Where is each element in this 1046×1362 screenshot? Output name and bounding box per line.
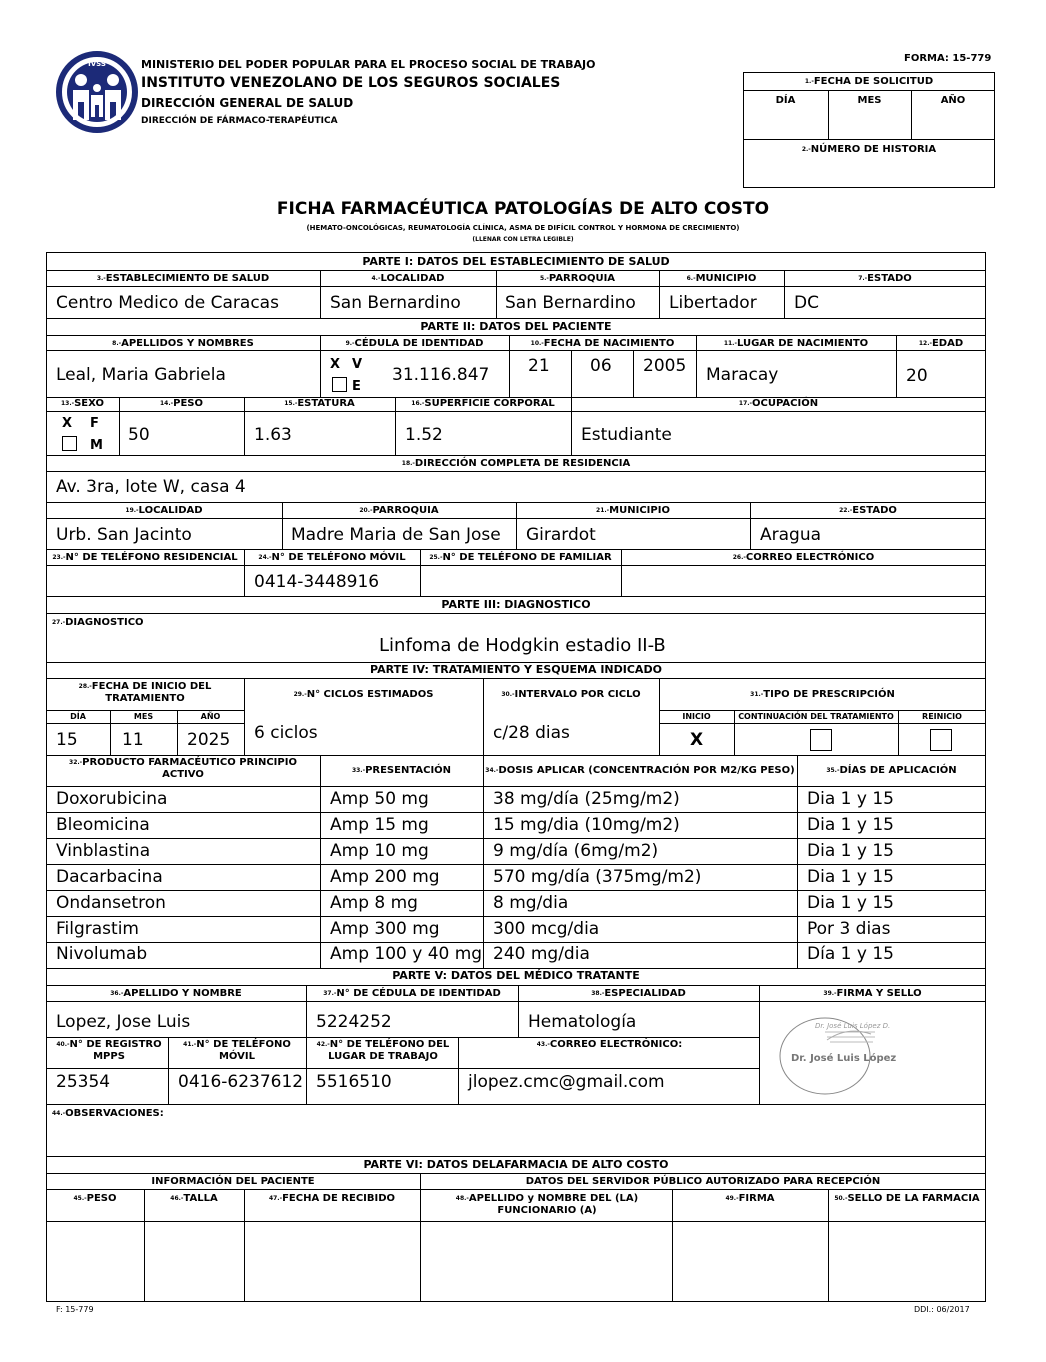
label-municipality: $^{6.-}$MUNICIPIO [686, 273, 757, 284]
height-value: 1.63 [254, 425, 292, 445]
inicio-mark: X [690, 730, 704, 750]
product-presentation: Amp 50 mg [330, 789, 429, 809]
body-surface-value: 1.52 [405, 425, 443, 445]
label-pharmacy-stamp: $^{50.-}$SELLO DE LA FARMACIA [834, 1193, 980, 1204]
product-name: Filgrastim [56, 919, 139, 939]
label-establishment: $^{3.-}$ESTABLECIMIENTO DE SALUD [96, 273, 270, 284]
doctor-id-value: 5224252 [316, 1012, 392, 1032]
svg-text:Dr. José Luis López D.: Dr. José Luis López D. [815, 1022, 891, 1030]
product-dose: 38 mg/día (25mg/m2) [493, 789, 680, 809]
product-days: Por 3 dias [807, 919, 891, 939]
label-email: $^{26.-}$CORREO ELECTRÓNICO [732, 552, 875, 563]
product-dose: 9 mg/día (6mg/m2) [493, 841, 659, 861]
start-month-value: 11 [122, 730, 144, 750]
id-type-e-checkbox[interactable] [332, 377, 347, 392]
request-month-label: MES [857, 95, 882, 106]
label-weight: $^{14.-}$PESO [160, 398, 203, 409]
product-name: Nivolumab [56, 944, 148, 964]
ministry-name: MINISTERIO DEL PODER POPULAR PARA EL PROCESO SOCIAL DE TRABAJO [141, 58, 596, 71]
birth-month-value: 06 [590, 356, 612, 376]
doctor-stamp [775, 1010, 905, 1096]
doctor-name-value: Lopez, Jose Luis [56, 1012, 191, 1032]
label-address: $^{18.-}$DIRECCIÓN COMPLETA DE RESIDENCIA [401, 458, 631, 469]
product-name: Doxorubicina [56, 789, 168, 809]
label-res-municipality: $^{21.-}$MUNICIPIO [596, 505, 670, 516]
product-presentation: Amp 10 mg [330, 841, 429, 861]
part2-title: PARTE II: DATOS DEL PACIENTE [420, 320, 612, 333]
label-signature-stamp: $^{39.-}$FIRMA Y SELLO [823, 988, 922, 999]
product-days: Dia 1 y 15 [807, 893, 894, 913]
label-continuacion: CONTINUACIÓN DEL TRATAMIENTO [738, 712, 894, 721]
sex-m: M [90, 438, 103, 453]
continuacion-checkbox[interactable] [810, 729, 832, 751]
label-state: $^{7.-}$ESTADO [858, 273, 912, 284]
label-body-surface: $^{16.-}$SUPERFICIE CORPORAL [411, 398, 555, 409]
label-received-date: $^{47.-}$FECHA DE RECIBIDO [268, 1193, 396, 1204]
part3-title: PARTE III: DIAGNOSTICO [441, 598, 591, 611]
cycles-value: 6 ciclos [254, 723, 318, 743]
sex-m-checkbox[interactable] [62, 436, 77, 451]
label-interval: $^{30.-}$INTERVALO POR CICLO [501, 689, 641, 700]
product-days: Día 1 y 15 [807, 944, 894, 964]
product-presentation: Amp 8 mg [330, 893, 418, 913]
request-day-label: DÍA [775, 95, 796, 106]
product-dose: 240 mg/dia [493, 944, 590, 964]
label-parish: $^{5.-}$PARROQUIA [539, 273, 616, 284]
birthplace-value: Maracay [706, 365, 779, 385]
sex-f: F [90, 416, 99, 431]
label-product: $^{32.-}$PRODUCTO FARMACÉUTICO PRINCIPIO ACTIVO [69, 757, 297, 780]
label-reinicio: REINICIO [922, 712, 962, 721]
label-dose: $^{34.-}$DOSIS APLICAR (CONCENTRACIÓN POR M2/KG PESO) [485, 765, 795, 776]
specialty-value: Hematología [528, 1012, 637, 1032]
weight-value: 50 [128, 425, 150, 445]
label-home-phone: $^{23.-}$N° DE TELÉFONO RESIDENCIAL [52, 552, 238, 563]
label-registry: $^{40.-}$N° DE REGISTRO MPPS [56, 1039, 162, 1062]
label-application-days: $^{35.-}$DÍAS DE APLICACIÓN [826, 765, 957, 776]
label-patient-info: INFORMACIÓN DEL PACIENTE [151, 1176, 315, 1187]
start-year-value: 2025 [187, 730, 231, 750]
label-birthplace: $^{11.-}$LUGAR DE NACIMIENTO [723, 338, 869, 349]
address-value: Av. 3ra, lote W, casa 4 [56, 477, 246, 497]
request-date-label: $^{1.-}$FECHA DE SOLICITUD [804, 76, 934, 87]
svg-text:IVSS: IVSS [88, 60, 106, 68]
part4-title: PARTE IV: TRATAMIENTO Y ESQUEMA INDICADO [370, 663, 662, 676]
start-day-value: 15 [56, 730, 78, 750]
doctor-mobile-value: 0416-6237612 [178, 1072, 304, 1092]
label-id: $^{9.-}$CÉDULA DE IDENTIDAD [345, 338, 484, 349]
res-municipality-value: Girardot [526, 525, 596, 545]
form-subtitle: (HEMATO-ONCOLÓGICAS, REUMATOLOGÍA CLÍNICA, ASMA DE DIFÍCIL CONTROL Y HORMONA DE CRECIMIENTO) [306, 224, 740, 232]
product-presentation: Amp 100 y 40 mg [330, 944, 483, 964]
footer-ddi: DDI.: 06/2017 [914, 1305, 970, 1314]
sex-mark: X [62, 416, 73, 431]
mobile-phone-value: 0414-3448916 [254, 572, 380, 592]
registry-value: 25354 [56, 1072, 111, 1092]
product-days: Dia 1 y 15 [807, 815, 894, 835]
label-res-locality: $^{19.-}$LOCALIDAD [125, 505, 203, 516]
svg-text:Dr. José Luis López: Dr. José Luis López [791, 1053, 897, 1064]
label-work-phone: $^{42.-}$N° DE TELÉFONO DEL LUGAR DE TRABAJO [316, 1039, 450, 1062]
product-dose: 570 mg/día (375mg/m2) [493, 867, 702, 887]
product-dose: 300 mcg/dia [493, 919, 600, 939]
patient-name-value: Leal, Maria Gabriela [56, 365, 226, 385]
parish-value: San Bernardino [505, 293, 636, 313]
reinicio-checkbox[interactable] [930, 729, 952, 751]
label-observations: $^{44.-}$OBSERVACIONES: [52, 1108, 164, 1119]
form-code: FORMA: 15-779 [904, 53, 992, 64]
label-server-info: DATOS DEL SERVIDOR PÚBLICO AUTORIZADO PARA RECEPCIÓN [525, 1176, 881, 1187]
label-start-day: DÍA [70, 712, 86, 721]
label-locality: $^{4.-}$LOCALIDAD [371, 273, 445, 284]
label-family-phone: $^{25.-}$N° DE TELÉFONO DE FAMILIAR [429, 552, 612, 563]
history-number-label: $^{2.-}$NÚMERO DE HISTORIA [801, 144, 937, 155]
label-diagnosis: $^{27.-}$DIAGNOSTICO [52, 617, 144, 628]
doctor-email-value: jlopez.cmc@gmail.com [468, 1072, 665, 1092]
label-doctor-email: $^{43.-}$CORREO ELECTRÓNICO: [536, 1039, 683, 1050]
label-start-date: $^{28.-}$FECHA DE INICIO DEL TRATAMIENTO [78, 681, 212, 704]
patient-id-value: 31.116.847 [392, 365, 490, 385]
label-inicio: INICIO [682, 712, 711, 721]
label-doctor-id: $^{37.-}$N° DE CÉDULA DE IDENTIDAD [323, 988, 501, 999]
product-name: Vinblastina [56, 841, 151, 861]
ivss-logo [56, 44, 138, 140]
product-presentation: Amp 15 mg [330, 815, 429, 835]
birth-day-value: 21 [528, 356, 550, 376]
subdirection-name: DIRECCIÓN DE FÁRMACO-TERAPÉUTICA [141, 116, 338, 126]
birth-year-value: 2005 [643, 356, 687, 376]
label-pharmacy-weight: $^{45.-}$PESO [73, 1193, 117, 1204]
work-phone-value: 5516510 [316, 1072, 392, 1092]
direction-name: DIRECCIÓN GENERAL DE SALUD [141, 96, 354, 110]
label-start-month: MES [133, 712, 154, 721]
res-locality-value: Urb. San Jacinto [56, 525, 192, 545]
label-res-parish: $^{20.-}$PARROQUIA [359, 505, 439, 516]
locality-value: San Bernardino [330, 293, 461, 313]
age-value: 20 [906, 366, 928, 386]
footer-form-code: F: 15-779 [56, 1305, 94, 1314]
res-state-value: Aragua [760, 525, 822, 545]
part5-title: PARTE V: DATOS DEL MÉDICO TRATANTE [392, 969, 640, 982]
label-cycles: $^{29.-}$N° CICLOS ESTIMADOS [293, 689, 434, 700]
form-title: FICHA FARMACÉUTICA PATOLOGÍAS DE ALTO COSTO [276, 199, 770, 219]
occupation-value: Estudiante [581, 425, 672, 445]
label-pharmacy-height: $^{46.-}$TALLA [170, 1193, 218, 1204]
label-start-year: AÑO [200, 712, 221, 721]
label-doctor-name: $^{36.-}$APELLIDO Y NOMBRE [110, 988, 242, 999]
part6-title: PARTE VI: DATOS DELAFARMACIA DE ALTO COSTO [363, 1158, 669, 1171]
label-officer-name: $^{48.-}$APELLIDO y NOMBRE DEL (LA) FUNCIONARIO (A) [455, 1193, 639, 1216]
label-full-name: $^{8.-}$APELLIDOS Y NOMBRES [112, 338, 254, 349]
label-res-state: $^{22.-}$ESTADO [839, 505, 897, 516]
product-days: Dia 1 y 15 [807, 867, 894, 887]
part1-title: PARTE I: DATOS DEL ESTABLECIMIENTO DE SALUD [362, 255, 670, 268]
product-presentation: Amp 300 mg [330, 919, 440, 939]
label-age: $^{12.-}$EDAD [918, 338, 964, 349]
label-officer-signature: $^{49.-}$FIRMA [725, 1193, 775, 1204]
label-doctor-mobile: $^{41.-}$N° DE TELÉFONO MÓVIL [183, 1039, 291, 1062]
product-dose: 15 mg/dia (10mg/m2) [493, 815, 680, 835]
product-presentation: Amp 200 mg [330, 867, 440, 887]
municipality-value: Libertador [669, 293, 757, 313]
state-value: DC [794, 293, 819, 313]
res-parish-value: Madre Maria de San Jose [291, 525, 501, 545]
product-name: Dacarbacina [56, 867, 163, 887]
label-presentation: $^{33.-}$PRESENTACIÓN [351, 765, 452, 776]
form-note: (LLENAR CON LETRA LEGIBLE) [472, 236, 574, 243]
label-prescription-type: $^{31.-}$TIPO DE PRESCRIPCIÓN [750, 689, 895, 700]
product-name: Bleomicina [56, 815, 150, 835]
diagnosis-value: Linfoma de Hodgkin estadio II-B [379, 635, 666, 656]
id-type-v: V [352, 357, 363, 372]
label-height: $^{15.-}$ESTATURA [284, 398, 355, 409]
id-type-mark: X [330, 357, 341, 372]
establishment-value: Centro Medico de Caracas [56, 293, 279, 313]
label-sex: $^{13.-}$SEXO [60, 398, 104, 409]
interval-value: c/28 dias [493, 723, 570, 743]
label-mobile-phone: $^{24.-}$N° DE TELÉFONO MÓVIL [258, 552, 406, 563]
institute-name: INSTITUTO VENEZOLANO DE LOS SEGUROS SOCIALES [141, 75, 561, 91]
request-year-label: AÑO [940, 95, 966, 106]
product-days: Dia 1 y 15 [807, 789, 894, 809]
id-type-e: E [352, 379, 361, 394]
product-dose: 8 mg/dia [493, 893, 569, 913]
label-occupation: $^{17.-}$OCUPACIÓN [738, 398, 819, 409]
label-birthdate: $^{10.-}$FECHA DE NACIMIENTO [530, 338, 675, 349]
product-name: Ondansetron [56, 893, 166, 913]
product-days: Dia 1 y 15 [807, 841, 894, 861]
label-specialty: $^{38.-}$ESPECIALIDAD [591, 988, 686, 999]
